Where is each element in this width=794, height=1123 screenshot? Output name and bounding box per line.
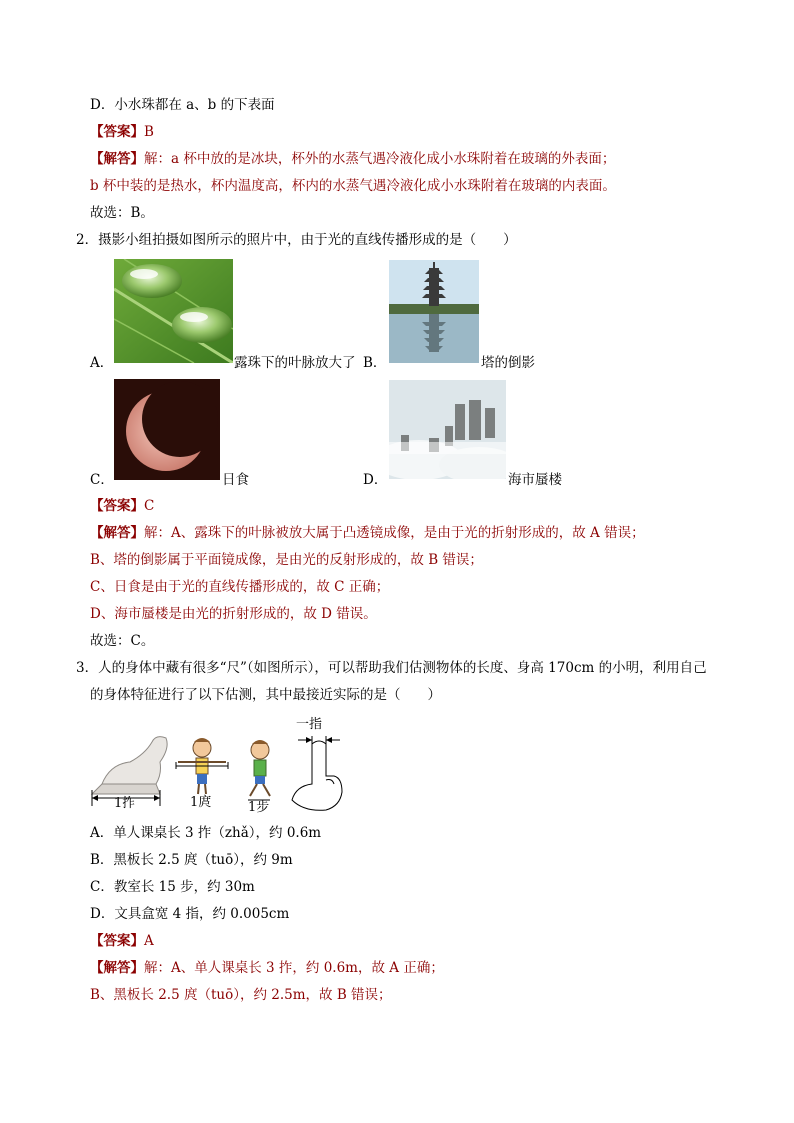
q2-option-b-caption: 塔的倒影	[481, 355, 535, 371]
q2-option-d-caption: 海市蜃楼	[508, 472, 562, 488]
finger-width-drawing	[292, 736, 342, 810]
q3-answer-row	[90, 932, 154, 950]
q2-solution-line: D、海市蜃楼是由光的折射形成的，故 D 错误。	[90, 606, 377, 622]
solution-text: 解：a 杯中放的是冰块，杯外的水蒸气遇冷液化成小水珠附着在玻璃的外表面；	[144, 151, 616, 167]
q2-option-a-letter: A．	[90, 355, 114, 371]
q3-option-d: D．文具盒宽 4 指，约 0.005cm	[90, 906, 290, 922]
prev-answer-row	[90, 123, 154, 141]
answer-tag: 【答案】	[90, 124, 144, 140]
q3-option-b: B．黑板长 2.5 庹（tuō），约 9m	[90, 852, 293, 868]
q2-option-b-letter: B．	[363, 355, 387, 371]
prev-conclusion: 故选：B。	[90, 205, 154, 221]
q2-solution-row	[90, 524, 645, 542]
arm-span-drawing	[176, 738, 228, 794]
label-zhi: 一指	[296, 717, 323, 732]
answer-value: B	[144, 124, 154, 140]
q3-solution-line: B、黑板长 2.5 庹（tuō），约 2.5m，故 B 错误；	[90, 987, 392, 1003]
q2-option-d-letter: D．	[363, 472, 388, 488]
prev-solution-line2: b 杯中装的是热水，杯内温度高，杯内的水蒸气遇冷液化成小水珠附着在玻璃的内表面。	[90, 178, 616, 194]
label-tuo: 1庹	[190, 795, 212, 810]
step-drawing	[248, 740, 270, 800]
solution-tag: 【解答】	[90, 525, 144, 541]
q3-stem-line2: 的身体特征进行了以下估测，其中最接近实际的是（ ）	[90, 687, 441, 703]
dew-drop-leaf-photo	[114, 259, 233, 363]
q3-stem-line1: 3．人的身体中藏有很多“尺”（如图所示），可以帮助我们估测物体的长度、身高 170cm 的小明，利用自己	[76, 660, 707, 676]
solution-tag: 【解答】	[90, 151, 144, 167]
q2-stem: 2．摄影小组拍摄如图所示的照片中，由于光的直线传播形成的是（ ）	[76, 232, 517, 248]
q2-solution-line: C、日食是由于光的直线传播形成的，故 C 正确；	[90, 579, 390, 595]
q3-option-c: C．教室长 15 步，约 30m	[90, 879, 255, 895]
body-ruler-figure	[90, 714, 350, 814]
q2-conclusion: 故选：C。	[90, 633, 155, 649]
q2-answer-row	[90, 497, 154, 515]
answer-value: A	[144, 933, 154, 949]
q3-solution-row	[90, 959, 444, 977]
solution-text: 解：A、露珠下的叶脉被放大属于凸透镜成像，是由于光的折射形成的，故 A 错误；	[144, 525, 645, 541]
label-zha: 1拃	[114, 796, 136, 811]
solution-tag: 【解答】	[90, 960, 144, 976]
solar-eclipse-photo	[114, 379, 220, 480]
prev-solution-row	[90, 150, 615, 168]
q2-option-c-letter: C．	[90, 472, 114, 488]
label-bu: 1步	[248, 800, 270, 814]
q2-solution-line: B、塔的倒影属于平面镜成像，是由光的反射形成的，故 B 错误；	[90, 552, 483, 568]
answer-tag: 【答案】	[90, 933, 144, 949]
prev-option-d: D．小水珠都在 a、b 的下表面	[90, 97, 275, 113]
q2-option-c-caption: 日食	[222, 472, 249, 488]
mirage-photo	[389, 380, 506, 479]
q3-option-a: A．单人课桌长 3 拃（zhǎ），约 0.6m	[90, 825, 322, 841]
answer-value: C	[144, 498, 155, 514]
answer-tag: 【答案】	[90, 498, 144, 514]
q2-option-a-caption: 露珠下的叶脉放大了	[234, 355, 356, 371]
pagoda-reflection-photo	[389, 260, 479, 363]
solution-text: 解：A、单人课桌长 3 拃，约 0.6m，故 A 正确；	[144, 960, 444, 976]
